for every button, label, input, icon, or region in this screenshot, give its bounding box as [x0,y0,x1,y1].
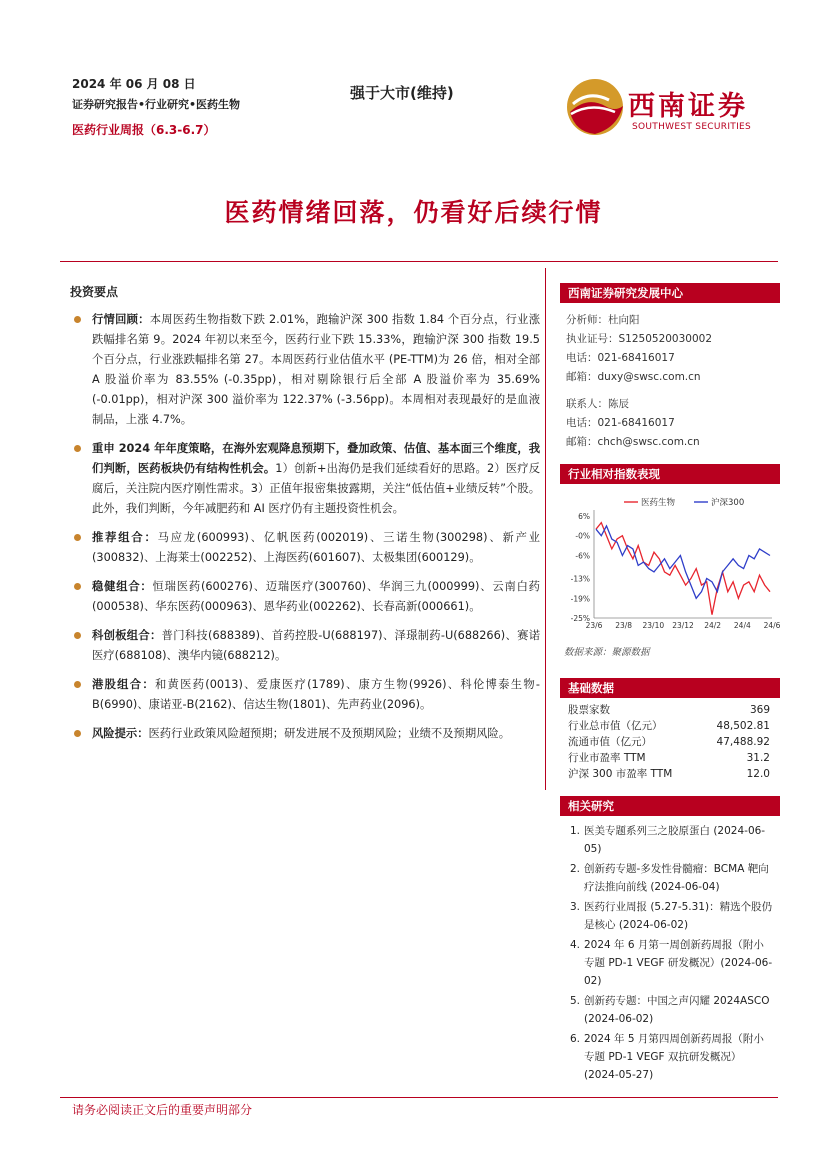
x-tick-label: 24/2 [704,621,722,630]
bullet-label: 科创板组合： [92,629,162,642]
cert-label: 执业证号： [566,333,619,345]
related-research-panel [560,796,780,1086]
bullet-label: 港股组合： [92,678,155,691]
basic-data-row [560,766,780,782]
contact-email[interactable]: chch@swsc.com.cn [597,436,700,448]
related-title: 2024 年 6 月第一周创新药周报（附小专题 PD-1 VEGF 研发概况）(2024-06-02) [584,939,773,987]
research-center-bar: 西南证券研究发展中心 [560,283,780,303]
analyst-info [560,311,780,452]
related-research-item[interactable] [560,992,774,1028]
related-number: 2. [569,863,580,875]
related-number: 6. [569,1033,580,1045]
bullet-text: 马应龙(600993)、亿帆医药(002019)、三诺生物(300298)、新产业(300832)、上海莱士(002252)、上海医药(601607)、太极集团(600129)。 [92,531,540,564]
related-title: 医药行业周报 (5.27-5.31)：精选个股仍是核心 (2024-06-02) [584,901,773,931]
phone-label: 电话： [566,352,598,364]
legend-label: 医药生物 [641,498,676,508]
bullet-label: 行情回顾： [92,313,150,326]
chart-panel [560,464,780,658]
bullet-text: 1）创新+出海仍是我们延续看好的思路。2）医疗反腐后，关注院内医疗刚性需求。3）正值年报密集披露期，关注“低估值+业绩反转”个股。此外，我们判断，今年减肥药和 AI 医疗仍有主题投资性机会。 [92,462,540,515]
footer-notice: 请务必阅读正文后的重要声明部分 [72,1103,253,1117]
basic-data-key: 行业总市值（亿元） [568,720,663,732]
highlight-bullet [70,724,540,744]
bullet-label: 重申 2024 年年度策略，在海外宏观降息预期下，叠加政策、估值、基本面三个维度，我们判断，医药板块仍有结构性机会。 [92,442,540,475]
bullet-label: 稳健组合： [92,580,153,593]
basic-data-value: 47,488.92 [716,736,770,748]
related-title: 2024 年 5 月第四周创新药周报（附小专题 PD-1 VEGF 双抗研发概况）(2024-05-27) [584,1033,764,1081]
bullet-text: 和黄医药(0013)、爱康医疗(1789)、康方生物(9926)、科伦博泰生物-B(6990)、康诺亚-B(2162)、信达生物(1801)、先声药业(2096)。 [92,678,540,711]
related-research-item[interactable] [560,936,774,990]
related-research-item[interactable] [560,898,774,934]
highlight-bullet [70,675,540,715]
x-tick-label: 23/8 [615,621,633,630]
bullet-dot-icon [74,445,81,452]
analyst-email[interactable]: duxy@swsc.com.cn [597,371,701,383]
legend-label: 沪深300 [711,498,745,508]
x-tick-label: 23/12 [672,621,694,630]
related-number: 1. [569,825,580,837]
contact-name: 陈辰 [608,398,629,410]
basic-data-value: 12.0 [746,768,770,780]
header-divider [60,261,778,262]
basic-data-key: 沪深 300 市盈率 TTM [568,768,673,780]
y-tick-label: -13% [570,574,590,584]
analyst-name: 杜向阳 [608,314,640,326]
basic-data-row [560,702,780,718]
report-type: 证券研究报告•行业研究•医药生物 [72,98,241,111]
basic-data-panel [560,678,780,782]
industry-rating: 强于大市(维持) [350,84,454,102]
company-logo-en: SOUTHWEST SECURITIES [632,122,752,132]
investment-highlights [70,283,540,753]
relative-index-chart [560,492,780,640]
x-tick-label: 23/6 [585,621,603,630]
weekly-label: 医药行业周报（6.3-6.7） [72,123,216,137]
phone-label: 电话： [566,417,598,429]
related-research-item[interactable] [560,1030,774,1084]
bullet-label: 风险提示： [92,727,149,740]
related-number: 4. [569,939,580,951]
company-logo-text: 西南证券 [628,91,748,122]
highlight-bullet [70,626,540,666]
company-logo-icon [565,76,627,138]
related-research-bar: 相关研究 [560,796,780,816]
email-label: 邮箱： [566,436,598,448]
highlight-bullet [70,528,540,568]
basic-data-row [560,750,780,766]
analyst-phone: 021-68416017 [597,352,675,364]
cert-number: S1250520030002 [618,333,713,345]
analyst-label: 分析师： [566,314,608,326]
footer-divider [60,1097,778,1098]
contact-phone: 021-68416017 [597,417,675,429]
highlight-bullet [70,577,540,617]
data-source: 数据来源：聚源数据 [564,647,650,658]
related-title: 医美专题系列三之胶原蛋白 (2024-06-05) [584,825,766,855]
bullet-label: 推荐组合： [92,531,158,544]
basic-data-value: 48,502.81 [716,720,770,732]
highlight-bullet [70,310,540,430]
contact-label: 联系人： [566,398,608,410]
highlight-bullet [70,439,540,519]
series-line-hs300 [596,526,770,598]
bullet-text: 医药行业政策风险超预期；研发进展不及预期风险；业绩不及预期风险。 [148,727,511,740]
x-tick-label: 24/6 [763,621,780,630]
y-tick-label: -6% [575,551,590,561]
bullet-text: 本周医药生物指数下跌 2.01%，跑输沪深 300 指数 1.84 个百分点，行业涨跌幅排名第 9。2024 年初以来至今，医药行业下跌 15.33%，跑输沪深 300 指数 19.5 个百分点，行业涨跌幅排名第 27。本周医药行业估值水平 (PE-TTM)为 26 倍，相对全部 A 股溢价率为 83.55% (-0.35pp)，相对剔除银行后全部 A 股溢价率为 35.69% (-0.01pp)，相对沪深 300 溢价率为 122.37% (-3.56pp)。本周相对表现最好的是血液制品，上涨 4.7%。 [92,313,540,426]
basic-data-key: 行业市盈率 TTM [568,752,646,764]
y-tick-label: -19% [570,594,590,604]
email-label: 邮箱： [566,371,598,383]
related-number: 5. [569,995,580,1007]
related-research-item[interactable] [560,822,774,858]
x-tick-label: 24/4 [733,621,751,630]
basic-data-value: 369 [749,704,770,716]
related-title: 创新药专题：中国之声闪耀 2024ASCO (2024-06-02) [584,995,770,1025]
column-divider [545,268,546,790]
basic-data-row [560,718,780,734]
basic-data-key: 流通市值（亿元） [568,736,652,748]
basic-data-bar: 基础数据 [560,678,780,698]
y-tick-label: 6% [578,512,590,521]
related-research-item[interactable] [560,860,774,896]
bullet-dot-icon [74,583,81,590]
bullet-dot-icon [74,730,81,737]
bullet-dot-icon [74,316,81,323]
page-title: 医药情绪回落，仍看好后续行情 [224,198,603,227]
x-tick-label: 23/10 [642,621,665,630]
basic-data-key: 股票家数 [568,704,610,716]
bullet-text: 普门科技(688389)、首药控股-U(688197)、泽璟制药-U(688266)、赛诺医疗(688108)、澳华内镜(688212)。 [92,629,540,662]
y-tick-label: -0% [575,531,590,541]
chart-title-bar: 行业相对指数表现 [560,464,780,484]
y-tick-label: -25% [570,614,590,623]
bullet-dot-icon [74,632,81,639]
related-number: 3. [569,901,580,913]
bullet-dot-icon [74,681,81,688]
analyst-panel [560,283,780,452]
report-date: 2024 年 06 月 08 日 [72,77,196,91]
related-title: 创新药专题-多发性骨髓瘤：BCMA 靶向疗法推向前线 (2024-06-04) [584,863,769,893]
bullet-dot-icon [74,534,81,541]
section-heading: 投资要点 [70,285,119,299]
basic-data-row [560,734,780,750]
basic-data-value: 31.2 [746,752,770,764]
bullet-text: 恒瑞医药(600276)、迈瑞医疗(300760)、华润三九(000999)、云南白药(000538)、华东医药(000963)、恩华药业(002262)、长春高新(000661)。 [92,580,540,613]
